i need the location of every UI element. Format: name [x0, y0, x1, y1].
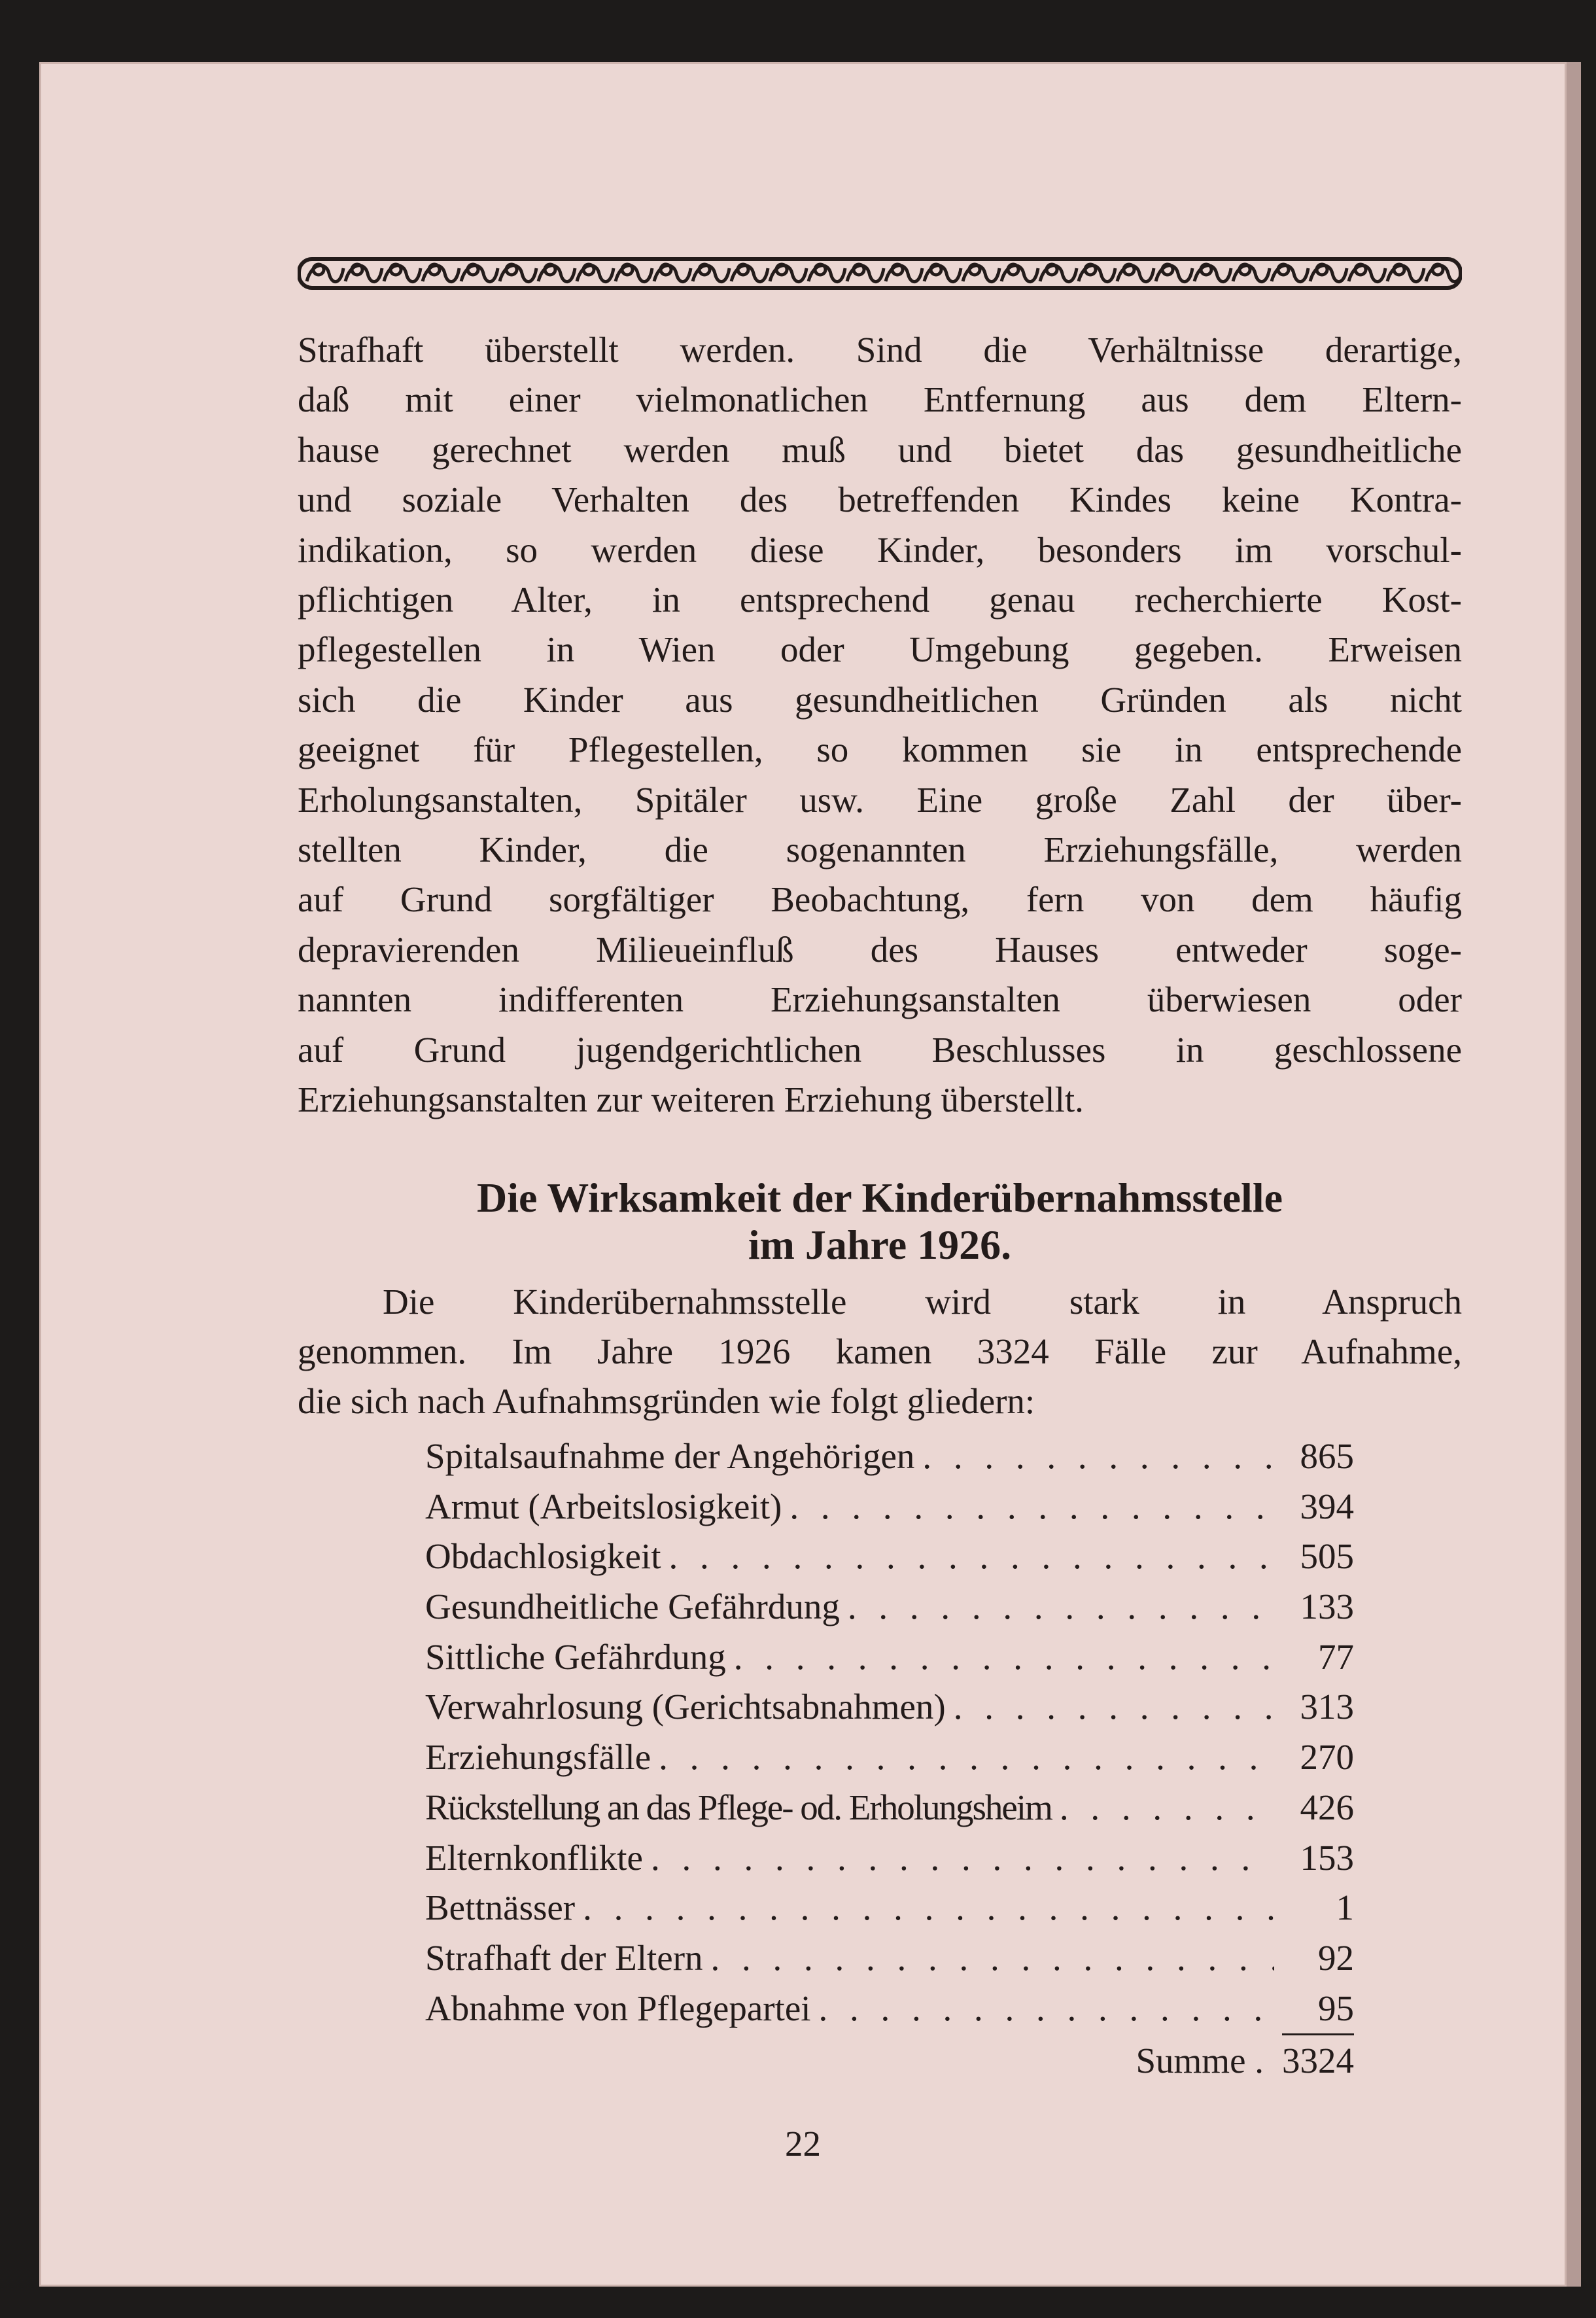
sum-value: 3324 [1282, 2041, 1354, 2081]
leader-dots [734, 1632, 1274, 1683]
stats-label: Bettnässer [425, 1888, 576, 1928]
stats-row [425, 1833, 1354, 1884]
stats-value: 153 [1300, 1837, 1354, 1878]
stats-value: 505 [1300, 1536, 1354, 1577]
stats-value: 865 [1300, 1436, 1354, 1476]
heading-line: im Jahre 1926. [748, 1221, 1012, 1268]
leader-dots [848, 1582, 1274, 1632]
intro-line: Die Kinderübernahmsstelle wird stark in Anspruch [383, 1282, 1462, 1322]
stats-row [425, 1431, 1354, 1482]
stats-row [425, 1482, 1354, 1532]
paragraph-line: Erholungsanstalten, Spitäler usw. Eine große Zahl der über- [298, 779, 1462, 820]
body-paragraph [298, 325, 1462, 1125]
stats-row [425, 1732, 1354, 1783]
stats-row [425, 1783, 1354, 1833]
paragraph-line: Strafhaft überstellt werden. Sind die Verhältnisse derartige, [298, 330, 1462, 370]
stats-row [425, 1632, 1354, 1683]
paragraph-line: indikation, so werden diese Kinder, besonders im vorschul- [298, 529, 1462, 570]
decorative-border-ornament [298, 255, 1462, 292]
stats-label: Erziehungsfälle [425, 1737, 651, 1778]
stats-row [425, 1883, 1354, 1933]
stats-label: Abnahme von Pflegepartei [425, 1988, 811, 2028]
stats-value: 426 [1300, 1787, 1354, 1827]
leader-dots [583, 1883, 1274, 1933]
stats-value: 133 [1300, 1587, 1354, 1627]
paragraph-line: auf Grund sorgfältiger Beobachtung, fern von dem häufig [298, 879, 1462, 920]
leader-dots [819, 1984, 1274, 2034]
book-page [39, 62, 1567, 2287]
stats-row [425, 1933, 1354, 1984]
leader-dots [1060, 1783, 1274, 1833]
intro-line: genommen. Im Jahre 1926 kamen 3324 Fälle zur Aufnahme, [298, 1331, 1462, 1371]
stats-value: 95 [1282, 1984, 1354, 2036]
stats-label: Strafhaft der Eltern [425, 1937, 703, 1978]
paragraph-line: depravierenden Milieueinfluß des Hauses entweder soge- [298, 929, 1462, 970]
stats-label: Gesundheitliche Gefährdung [425, 1587, 840, 1627]
paragraph-line: hause gerechnet werden muß und bietet das gesundheitliche [298, 429, 1462, 470]
stats-value: 394 [1300, 1486, 1354, 1526]
paragraph-line: stellten Kinder, die sogenannten Erziehungsfälle, werden [298, 830, 1462, 870]
book-spine-edge [1567, 62, 1581, 2287]
paragraph-line: daß mit einer vielmonatlichen Entfernung aus dem Eltern- [298, 379, 1462, 420]
stats-value: 313 [1300, 1687, 1354, 1727]
sum-row [425, 2036, 1354, 2086]
statistics-table [425, 1431, 1354, 2086]
stats-label: Sittliche Gefährdung [425, 1636, 726, 1677]
stats-row [425, 1682, 1354, 1732]
leader-dots [659, 1732, 1274, 1783]
sum-label: Summe . [1136, 2041, 1264, 2081]
section-heading [298, 1174, 1462, 1269]
stats-label: Elternkonflikte [425, 1837, 643, 1878]
intro-paragraph [298, 1277, 1462, 1426]
leader-dots [651, 1833, 1274, 1884]
stats-value: 92 [1318, 1937, 1354, 1978]
stats-label: Obdachlosigkeit [425, 1536, 661, 1577]
leader-dots [789, 1482, 1274, 1532]
stats-label: Spitalsaufnahme der Angehörigen [425, 1436, 915, 1476]
stats-value: 1 [1336, 1888, 1354, 1928]
paragraph-line: sich die Kinder aus gesundheitlichen Gründen als nicht [298, 679, 1462, 720]
stats-label: Verwahrlosung (Gerichtsabnahmen) [425, 1687, 946, 1727]
paragraph-line: pflegestellen in Wien oder Umgebung gegeben. Erweisen [298, 629, 1462, 670]
paragraph-line: nannten indifferenten Erziehungsanstalten überwiesen oder [298, 979, 1462, 1020]
leader-dots [922, 1431, 1274, 1482]
stats-label: Rückstellung an das Pflege- od. Erholungsheim [425, 1787, 1052, 1827]
stats-label: Armut (Arbeitslosigkeit) [425, 1486, 782, 1526]
paragraph-line: und soziale Verhalten des betreffenden Kindes keine Kontra- [298, 480, 1462, 520]
paragraph-line: pflichtigen Alter, in entsprechend genau recherchierte Kost- [298, 580, 1462, 620]
paragraph-line: geeignet für Pflegestellen, so kommen sie in entsprechende [298, 729, 1462, 770]
leader-dots [954, 1682, 1274, 1732]
stats-row [425, 1532, 1354, 1582]
stats-value: 77 [1318, 1636, 1354, 1677]
stats-row [425, 1582, 1354, 1632]
paragraph-line: auf Grund jugendgerichtlichen Beschlusses in geschlossene [298, 1029, 1462, 1070]
intro-line: die sich nach Aufnahmsgründen wie folgt gliedern: [298, 1381, 1035, 1421]
leader-dots [668, 1532, 1274, 1582]
leader-dots [711, 1933, 1274, 1984]
page-number: 22 [785, 2124, 821, 2164]
stats-value: 270 [1300, 1737, 1354, 1778]
stats-row [425, 1984, 1354, 2034]
heading-line: Die Wirksamkeit der Kinderübernahmsstelle [477, 1174, 1283, 1221]
paragraph-line: Erziehungsanstalten zur weiteren Erziehung überstellt. [298, 1080, 1084, 1120]
